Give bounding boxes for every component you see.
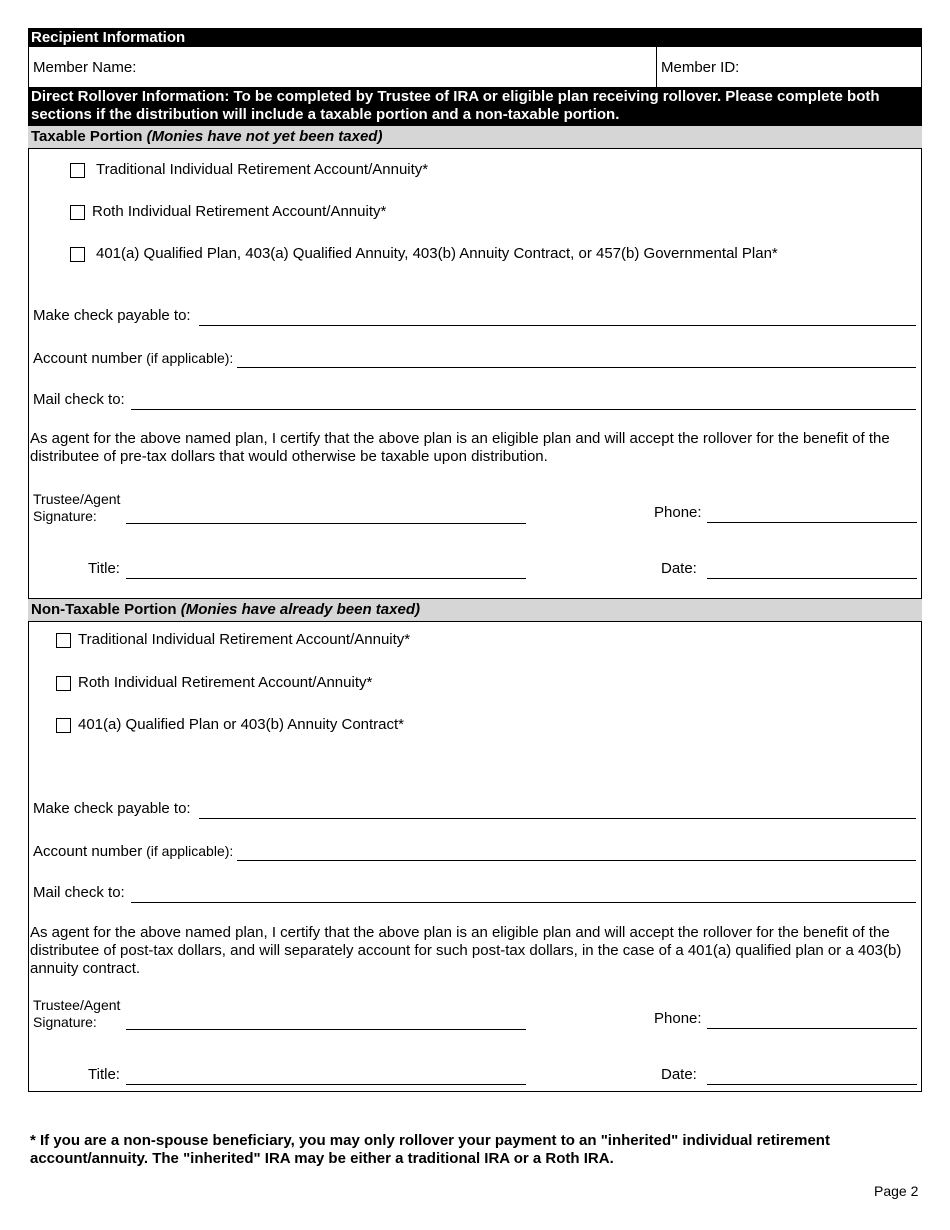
taxable-traditional-ira-checkbox[interactable]	[70, 163, 85, 178]
taxable-signature-field[interactable]	[126, 523, 526, 524]
direct-rollover-header-text: Direct Rollover Information: To be completed by Trustee of IRA or eligible plan receiving rollover. Please complete both sections if the distribution will include a taxable portion and a non-taxable portion.	[31, 88, 880, 123]
nontaxable-section-header	[28, 598, 922, 622]
taxable-roth-ira-label: Roth Individual Retirement Account/Annuity*	[92, 203, 387, 220]
form-bottom-border	[28, 1091, 922, 1092]
nontaxable-qualified-plan-label: 401(a) Qualified Plan or 403(b) Annuity Contract*	[78, 716, 405, 733]
member-row-divider	[656, 47, 657, 87]
nontaxable-certification-text: As agent for the above named plan, I certify that the above plan is an eligible plan and will accept the rollover for the benefit of the distributee of post-tax dollars, and will separately account for such post-tax dollars, in the case of a 401(a) qualified plan or a 403(b) annuity contract.	[30, 924, 902, 977]
taxable-certification-text: As agent for the above named plan, I certify that the above plan is an eligible plan and will accept the rollover for the benefit of the distributee of pre-tax dollars that would otherwise be taxable upon distribution.	[30, 430, 890, 465]
taxable-title: Taxable Portion	[31, 128, 147, 145]
nontaxable-traditional-ira-label: Traditional Individual Retirement Account/Annuity*	[78, 631, 411, 648]
nontaxable-title-field[interactable]	[126, 1084, 526, 1085]
nontaxable-roth-ira-label: Roth Individual Retirement Account/Annuity*	[78, 674, 373, 691]
taxable-mail-field[interactable]	[131, 409, 916, 410]
nontaxable-roth-ira-checkbox[interactable]	[56, 676, 71, 691]
taxable-title-note: (Monies have not yet been taxed)	[146, 128, 383, 145]
taxable-qualified-plan-label: 401(a) Qualified Plan, 403(a) Qualified Annuity, 403(b) Annuity Contract, or 457(b) Governmental Plan*	[96, 245, 778, 262]
taxable-title-label: Title:	[88, 560, 120, 577]
nontaxable-account-label-suffix: (if applicable):	[142, 843, 234, 859]
taxable-signature-label-line1: Trustee/Agent	[33, 491, 121, 507]
nontaxable-date-label: Date:	[661, 1066, 697, 1083]
footnote: * If you are a non-spouse beneficiary, you may only rollover your payment to an "inherited" individual retirement account/annuity. The "inherited" IRA may be either a traditional IRA or a Roth IRA.	[30, 1132, 830, 1167]
recipient-header-text: Recipient Information	[31, 29, 186, 46]
nontaxable-mail-field[interactable]	[131, 902, 916, 903]
taxable-account-field[interactable]	[237, 367, 916, 368]
nontaxable-payable-field[interactable]	[199, 818, 916, 819]
member-name-label: Member Name:	[33, 59, 137, 76]
nontaxable-signature-label-line2: Signature:	[33, 1014, 97, 1030]
nontaxable-account-field[interactable]	[237, 860, 916, 861]
direct-rollover-header	[28, 87, 922, 125]
nontaxable-phone-field[interactable]	[707, 1028, 917, 1029]
taxable-account-label-main: Account number	[33, 350, 143, 367]
nontaxable-qualified-plan-checkbox[interactable]	[56, 718, 71, 733]
taxable-phone-field[interactable]	[707, 522, 917, 523]
taxable-date-label: Date:	[661, 560, 697, 577]
taxable-section-header	[28, 125, 922, 149]
nontaxable-signature-field[interactable]	[126, 1029, 526, 1030]
nontaxable-signature-label-line1: Trustee/Agent	[33, 997, 121, 1013]
recipient-header	[28, 28, 922, 47]
nontaxable-account-label-main: Account number	[33, 843, 143, 860]
nontaxable-title-note: (Monies have already been taxed)	[180, 601, 420, 618]
nontaxable-traditional-ira-checkbox[interactable]	[56, 633, 71, 648]
taxable-phone-label: Phone:	[654, 504, 702, 521]
taxable-roth-ira-checkbox[interactable]	[70, 205, 85, 220]
nontaxable-title: Non-Taxable Portion	[31, 601, 181, 618]
taxable-qualified-plan-checkbox[interactable]	[70, 247, 85, 262]
taxable-date-field[interactable]	[707, 578, 917, 579]
taxable-title-field[interactable]	[126, 578, 526, 579]
nontaxable-account-label	[33, 842, 233, 861]
page-number: Page 2	[874, 1183, 919, 1199]
nontaxable-payable-label: Make check payable to:	[33, 800, 191, 817]
taxable-account-label	[33, 349, 233, 368]
nontaxable-title-label: Title:	[88, 1066, 120, 1083]
nontaxable-phone-label: Phone:	[654, 1010, 702, 1027]
nontaxable-date-field[interactable]	[707, 1084, 917, 1085]
nontaxable-mail-label: Mail check to:	[33, 884, 125, 901]
taxable-traditional-ira-label: Traditional Individual Retirement Account/Annuity*	[96, 161, 429, 178]
taxable-mail-label: Mail check to:	[33, 391, 125, 408]
member-id-label: Member ID:	[661, 59, 740, 76]
taxable-payable-label: Make check payable to:	[33, 307, 191, 324]
taxable-signature-label-line2: Signature:	[33, 508, 97, 524]
taxable-account-label-suffix: (if applicable):	[142, 350, 234, 366]
taxable-payable-field[interactable]	[199, 325, 916, 326]
